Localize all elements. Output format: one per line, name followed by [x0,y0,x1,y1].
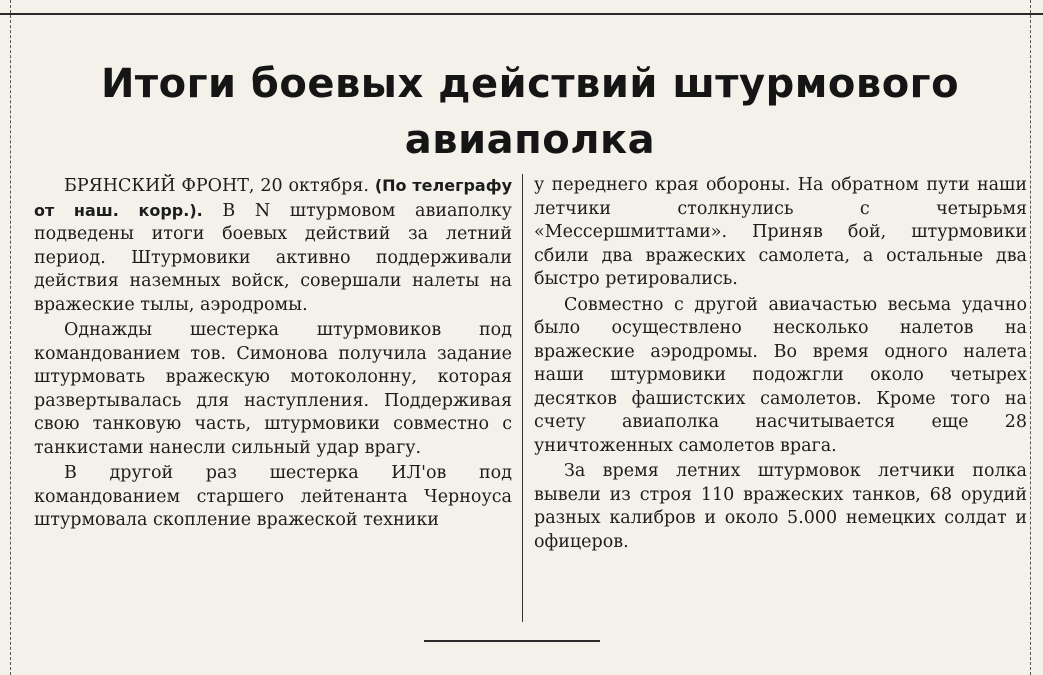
paragraph-continued: у переднего края обороны. На обратном пути наши летчики столкнулись с четырьмя «Мессершмиттами». Приняв бой, штурмовики сбили два вражеских самолета, а остальные два быстро ретировались. [534,175,1027,289]
column-divider [522,174,523,622]
left-column [34,174,512,535]
right-column [534,174,1027,556]
left-border [10,0,11,675]
dateline: БРЯНСКИЙ ФРОНТ, 20 октября. [64,176,369,196]
paragraph: За время летних штурмовок летчики полка вывели из строя 110 вражеских танков, 68 орудий разных калибров и около 5.000 немецких солдат и офицеров. [534,461,1027,552]
paragraph: Однажды шестерка штурмовиков под командованием тов. Симонова получила задание штурмовать вражескую мотоколонну, которая развертывалась для наступления. Поддерживая свою танковую часть, штурмовики совместно с танкистами нанесли сильный удар врагу. [34,320,512,458]
paragraph-text: В N штурмовом авиаполку подведены итоги боевых действий за летний период. Штурмовики активно поддерживали действия наземных войск, совершали налеты на вражеские тылы, аэродромы. [34,200,512,315]
article-title: Итоги боевых действий штурмового авиаполка [100,61,960,163]
right-border [1030,0,1031,675]
paragraph: В другой раз шестерка ИЛ'ов под командованием старшего лейтенанта Черноуса штурмовала скопление вражеской техники [34,463,512,530]
end-rule [424,640,600,642]
lead-paragraph [34,174,512,317]
source-note: (По телеграфу от наш. корр.). [34,176,513,220]
top-rule [0,13,1043,15]
paragraph: Совместно с другой авиачастью весьма удачно было осуществлено несколько налетов на вражеские аэродромы. Во время одного налета наши штурмовики подожгли около четырех десятков фашистских самолетов. Кроме того на счету авиаполка насчитывается еще 28 уничтоженных самолетов врага. [534,294,1027,456]
